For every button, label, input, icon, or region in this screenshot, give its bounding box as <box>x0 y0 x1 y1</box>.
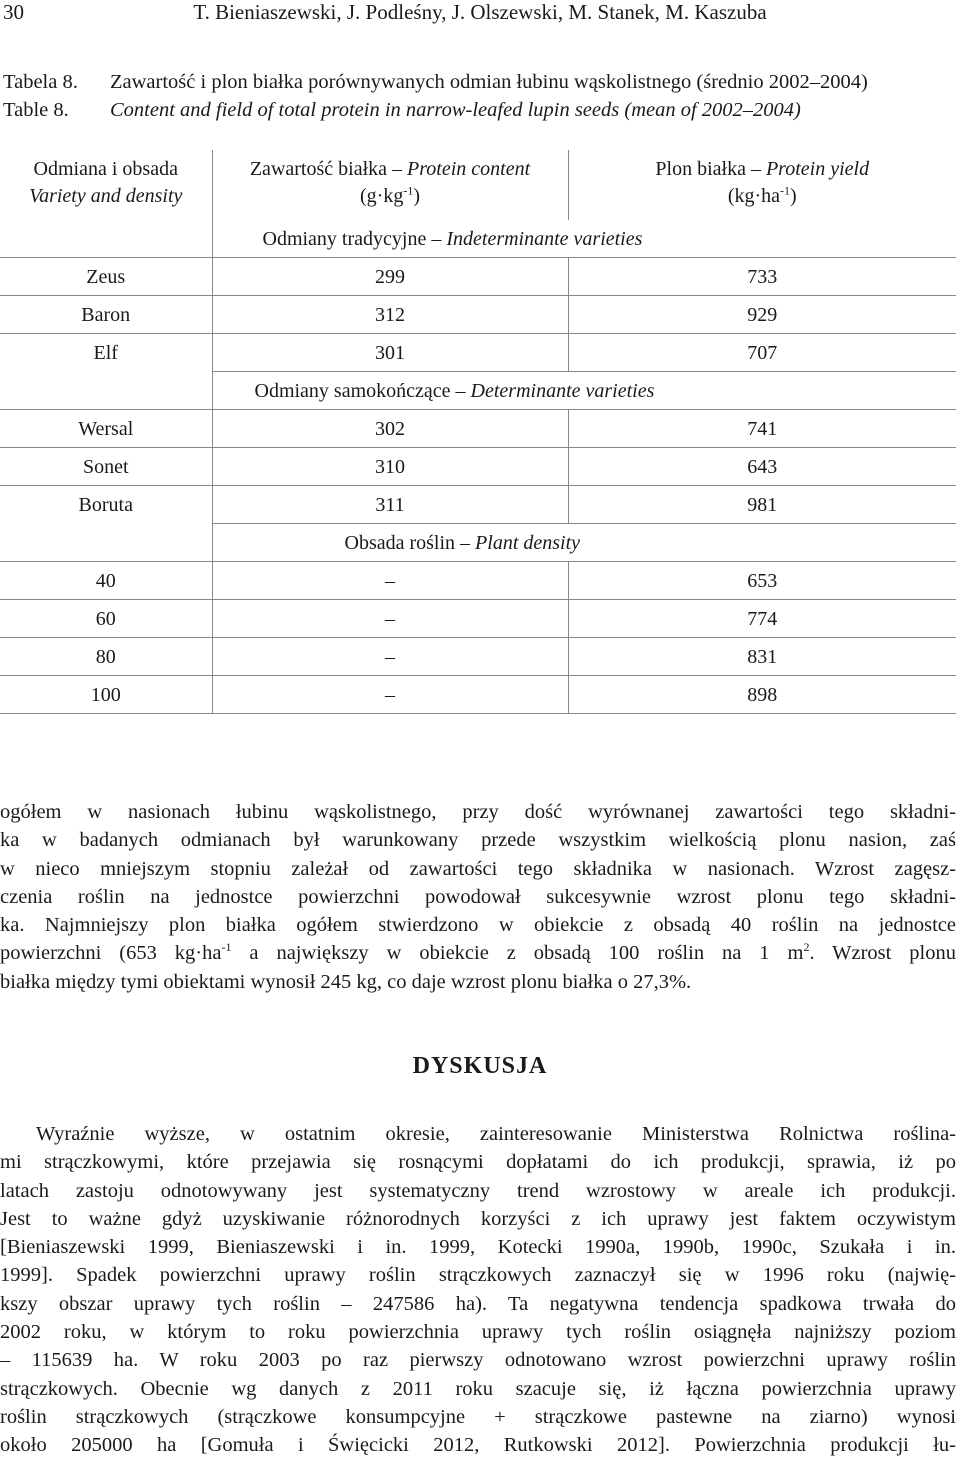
table-row: Elf 301 707 <box>0 334 956 372</box>
table-row: 40 – 653 <box>0 562 956 600</box>
section-header-row: Obsada roślin – Plant density <box>0 524 956 562</box>
protein-table <box>0 150 956 714</box>
table-row: 60 – 774 <box>0 600 956 638</box>
discussion-paragraph: Wyraźnie wyższe, w ostatnim okresie, zainteresowanie Ministerstwa Rolnictwa roślina- mi strączkowymi, które przejawia się rosnącymi dopłatami do ich produkcji, sprawia, iż po latach zastoju odnotowywany jest systematyczny trend wzrostowy w areale ich produkcji. Jest to ważne gdyż uzyskiwanie różnorodnych korzyści z ich uprawy jest faktem oczywistym [Bieniaszewski 1999, Bieniaszewski i in. 1999, Kotecki 1990a, 1990b, 1990c, Szukała i in. 1999]. Spadek powierzchni uprawy roślin strączkowych zaznaczył się w 1996 roku (najwię- kszy obszar uprawy tych roślin – 247586 ha). Ta negatywna tendencja spadkowa trwała do 2002 roku, w którym to roku powierzchnia uprawy tych roślin osiągnęła najniższy poziom – 115639 ha. W roku 2003 po raz pierwszy odnotowano wzrost powierzchni uprawy roślin strączkowych. Obecnie wg danych z 2011 roku szacuje się, iż łączna powierzchnia uprawy roślin strączkowych (strączkowe konsumpcyjne + strączkowe pastewne na ziarno) wynosi około 205000 ha [Gomuła i Święcicki 2012, Rutkowski 2012]. Powierzchnia produkcji łu- <box>0 1123 956 1457</box>
caption-english <box>0 96 960 124</box>
table-row: Baron 312 929 <box>0 296 956 334</box>
section-header-row: Odmiany tradycyjne – Indeterminante varieties <box>0 220 956 258</box>
table-row: 100 – 898 <box>0 676 956 714</box>
table-row: Sonet 310 643 <box>0 448 956 486</box>
caption-text-pl: Zawartość i plon białka porównywanych odmian łubinu wąskolistnego (średnio 2002–2004) <box>110 71 868 93</box>
table-row: Boruta 311 981 <box>0 486 956 524</box>
section-title: DYSKUSJA <box>412 1053 548 1079</box>
running-header <box>0 0 960 30</box>
table-row: Zeus 299 733 <box>0 258 956 296</box>
header-protein-yield: Plon białka – Protein yield $(kg\cdot ha^{-1})$ <box>568 150 956 220</box>
header-protein-content: Zawartość białka – Protein content $(g\cdot kg^{-1})$ <box>212 150 568 220</box>
header-authors: T. Bieniaszewski, J. Podleśny, J. Olszewski, M. Stanek, M. Kaszuba <box>193 0 767 24</box>
results-paragraph: ogółem w nasionach łubinu wąskolistnego, przy dość wyrównanej zawartości tego składni- ka w badanych odmianach był warunkowany przede wszystkim wielkością plonu nasion, zaś w nieco mniejszym stopniu zależał od zawartości tego składnika w nasionach. Wzrost zagęsz- czenia roślin na jednostce powierzchni powodował sukcesywnie wzrost plonu tego składni- ka. Najmniejszy plon białka ogółem stwierdzono w obiekcie z obsadą 40 roślin na jednostce powierzchni (653 $kg\cdot ha^{-1}$ a największy w obiekcie z obsadą 100 roślin na 1 $m^2$. Wzrost plonu białka między tymi obiektami wynosił 245 kg, co daje wzrost plonu białka o 27,3%. <box>0 801 956 993</box>
table-row: 80 – 831 <box>0 638 956 676</box>
table-caption <box>0 68 960 124</box>
caption-label-en: Table 8. <box>3 99 69 121</box>
section-header-row: Odmiany samokończące – Determinante varieties <box>0 372 956 410</box>
header-variety: Odmiana i obsada Variety and density <box>29 158 183 207</box>
caption-polish <box>0 68 960 96</box>
table-header-row <box>0 150 956 220</box>
table-row: Wersal 302 741 <box>0 410 956 448</box>
page-number: 30 <box>3 0 24 24</box>
caption-text-en: Content and field of total protein in narrow-leafed lupin seeds (mean of 2002–2004) <box>110 99 801 121</box>
caption-label-pl: Tabela 8. <box>3 71 78 93</box>
